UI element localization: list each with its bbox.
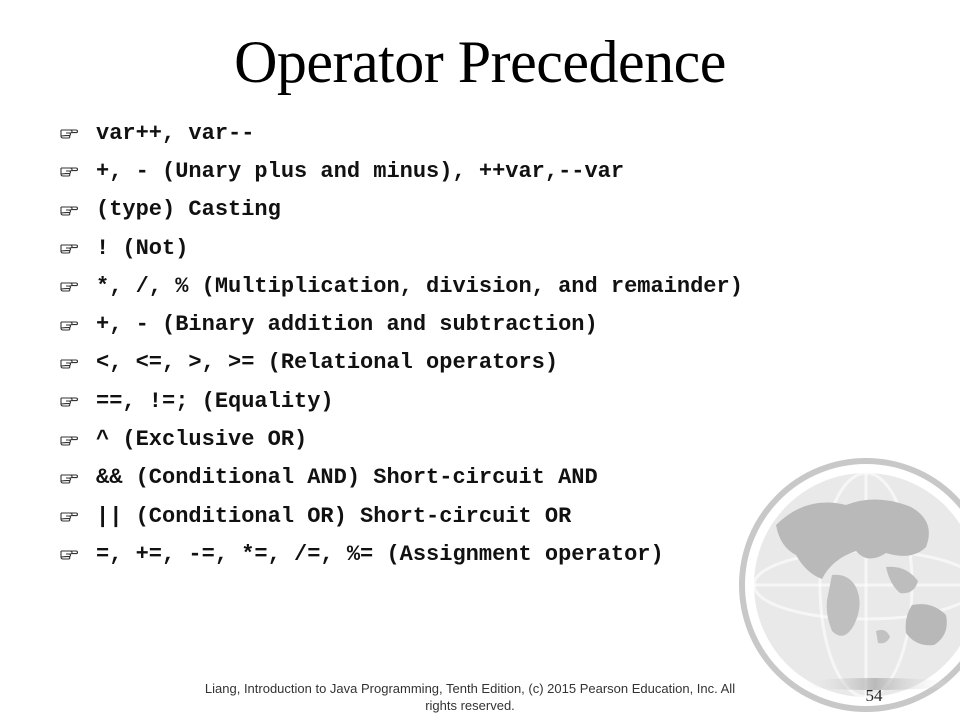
bullet-item [60, 152, 743, 190]
bullet-item [60, 459, 743, 497]
bullet-item [60, 229, 743, 267]
slide-title: Operator Precedence [234, 29, 726, 95]
bullet-item [60, 305, 743, 343]
page-number: 54 [865, 686, 883, 705]
pointing-hand-icon [60, 509, 96, 523]
bullet-item [60, 191, 743, 229]
bullet-item [60, 535, 743, 573]
pointing-hand-icon [60, 318, 96, 332]
bullet-item [60, 344, 743, 382]
bullet-text: ==, !=; (Equality) [96, 388, 334, 414]
bullet-text: ! (Not) [96, 235, 189, 261]
pointing-hand-icon [60, 279, 96, 293]
bullet-text: =, +=, -=, *=, /=, %= (Assignment operator) [96, 541, 664, 567]
bullet-item [60, 420, 743, 458]
footer-citation: Liang, Introduction to Java Programming, Tenth Edition, (c) 2015 Pearson Education, Inc. All rights reserved. [204, 681, 736, 713]
bullet-item [60, 382, 743, 420]
pointing-hand-icon [60, 394, 96, 408]
pointing-hand-icon [60, 241, 96, 255]
pointing-hand-icon [60, 126, 96, 140]
pointing-hand-icon [60, 164, 96, 178]
bullet-text: var++, var-- [96, 120, 255, 146]
bullet-item [60, 267, 743, 305]
bullet-text: ^ (Exclusive OR) [96, 427, 308, 453]
pointing-hand-icon [60, 433, 96, 447]
bullet-text: *, /, % (Multiplication, division, and remainder) [96, 273, 743, 299]
bullet-text: && (Conditional AND) Short-circuit AND [96, 465, 598, 491]
pointing-hand-icon [60, 547, 96, 561]
pointing-hand-icon [60, 356, 96, 370]
bullet-text: +, - (Unary plus and minus), ++var,--var [96, 158, 625, 184]
bullet-item [60, 497, 743, 535]
pointing-hand-icon [60, 203, 96, 217]
bullet-text: || (Conditional OR) Short-circuit OR [96, 503, 572, 529]
bullet-list [60, 114, 743, 574]
bullet-text: (type) Casting [96, 197, 281, 223]
bullet-text: <, <=, >, >= (Relational operators) [96, 350, 559, 376]
bullet-item [60, 114, 743, 152]
pointing-hand-icon [60, 471, 96, 485]
bullet-text: +, - (Binary addition and subtraction) [96, 312, 598, 338]
